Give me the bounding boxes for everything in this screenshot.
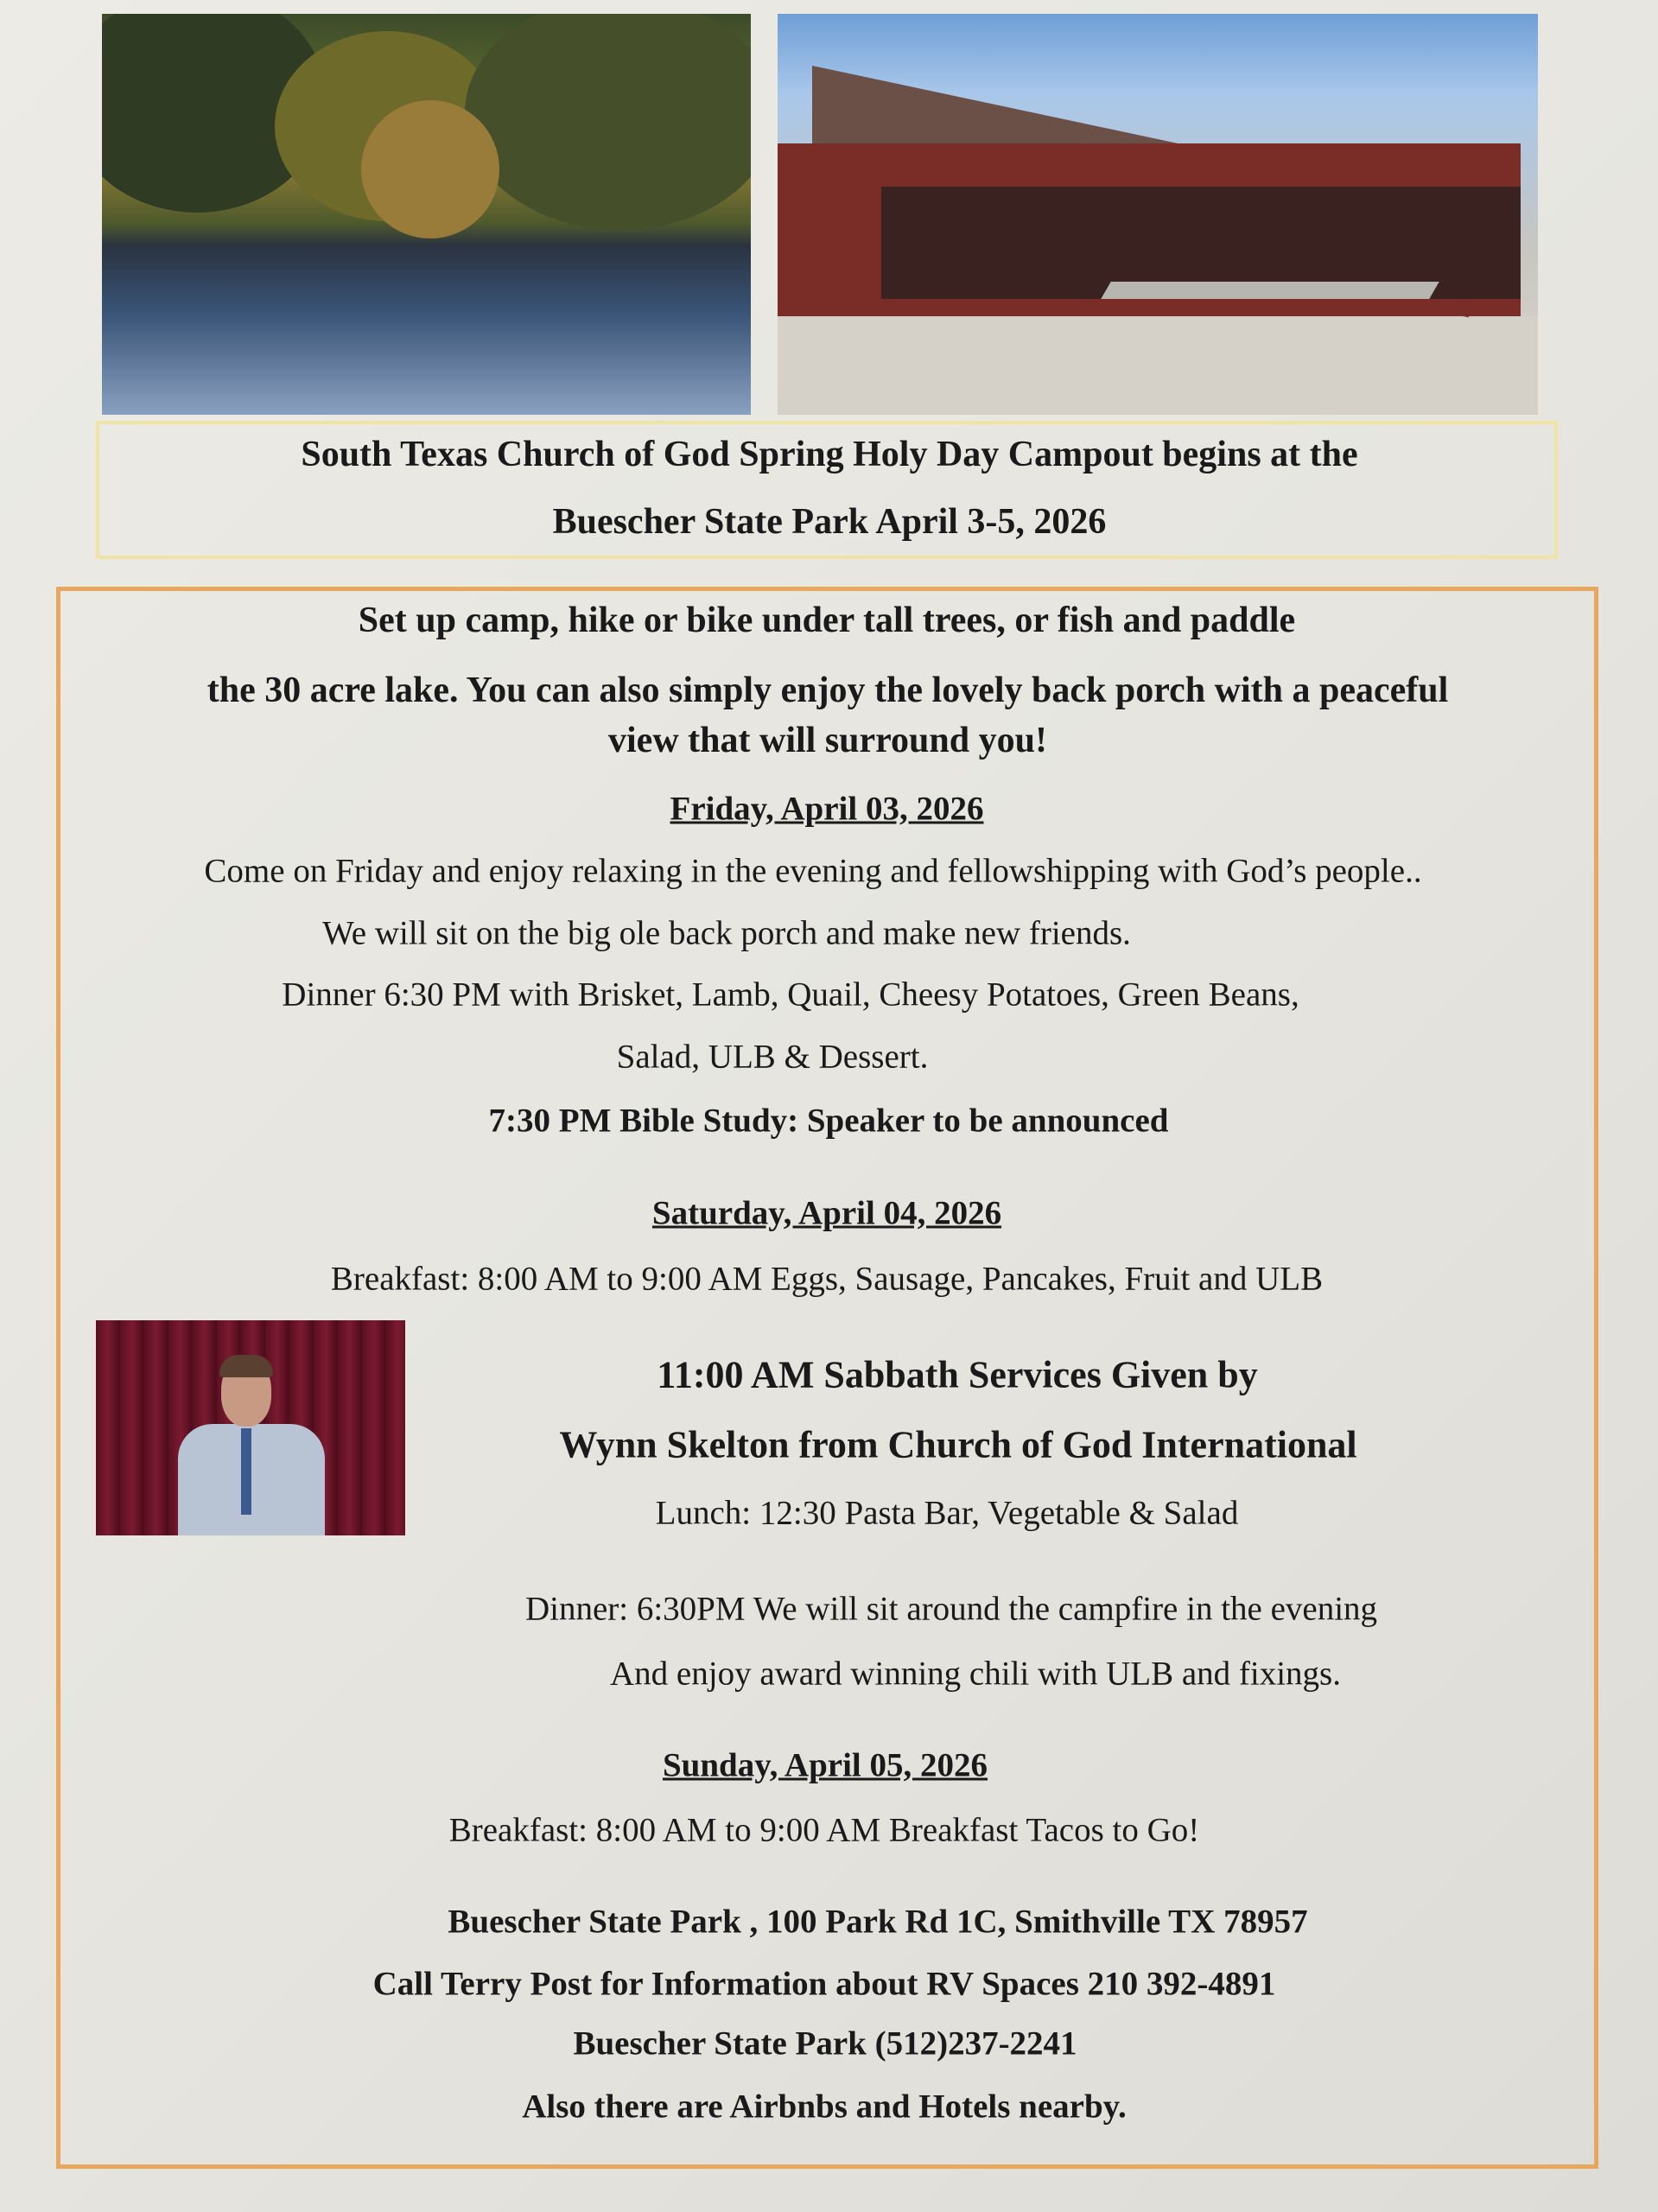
sunday-breakfast: Breakfast: 8:00 AM to 9:00 AM Breakfast Tacos to Go!: [448, 1811, 1200, 1849]
friday-heading: Friday, April 03, 2026: [670, 790, 984, 828]
friday-line: Salad, ULB & Dessert.: [616, 1038, 929, 1076]
service-line-2: Wynn Skelton from Church of God International: [559, 1423, 1357, 1466]
saturday-lunch: Lunch: 12:30 Pasta Bar, Vegetable & Salad: [655, 1494, 1239, 1532]
sunday-heading: Sunday, April 05, 2026: [662, 1746, 988, 1784]
intro-line-2: the 30 acre lake. You can also simply enjoy the lovely back porch with a peaceful: [206, 671, 1449, 710]
intro-line-1: Set up camp, hike or bike under tall trees, or fish and paddle: [358, 601, 1296, 640]
rv-contact: Call Terry Post for Information about RV Spaces 210 392-4891: [372, 1965, 1276, 2003]
friday-line: We will sit on the big ole back porch and make new friends.: [322, 914, 1131, 952]
title-line-2: Buescher State Park April 3-5, 2026: [552, 502, 1107, 542]
service-line-1: 11:00 AM Sabbath Services Given by: [657, 1353, 1258, 1396]
pavilion-photo: [778, 14, 1538, 415]
saturday-breakfast: Breakfast: 8:00 AM to 9:00 AM Eggs, Sausage, Pancakes, Fruit and ULB: [330, 1260, 1324, 1298]
saturday-dinner-2: And enjoy award winning chili with ULB and fixings.: [610, 1655, 1341, 1693]
title-line-1: South Texas Church of God Spring Holy Day Campout begins at the: [301, 435, 1358, 474]
friday-line: Come on Friday and enjoy relaxing in the evening and fellowshipping with God’s people..: [204, 852, 1422, 890]
bible-study: 7:30 PM Bible Study: Speaker to be announced: [488, 1102, 1169, 1140]
intro-line-3: view that will surround you!: [608, 721, 1047, 760]
park-phone: Buescher State Park (512)237-2241: [573, 2024, 1077, 2063]
friday-line: Dinner 6:30 PM with Brisket, Lamb, Quail, Cheesy Potatoes, Green Beans,: [282, 976, 1299, 1014]
lodging-note: Also there are Airbnbs and Hotels nearby.: [522, 2088, 1127, 2126]
saturday-heading: Saturday, April 04, 2026: [651, 1194, 1002, 1232]
lake-photo: [102, 14, 751, 415]
saturday-dinner-1: Dinner: 6:30PM We will sit around the campfire in the evening: [524, 1590, 1378, 1628]
park-address: Buescher State Park , 100 Park Rd 1C, Smithville TX 78957: [448, 1903, 1308, 1941]
speaker-photo: [96, 1320, 405, 1535]
